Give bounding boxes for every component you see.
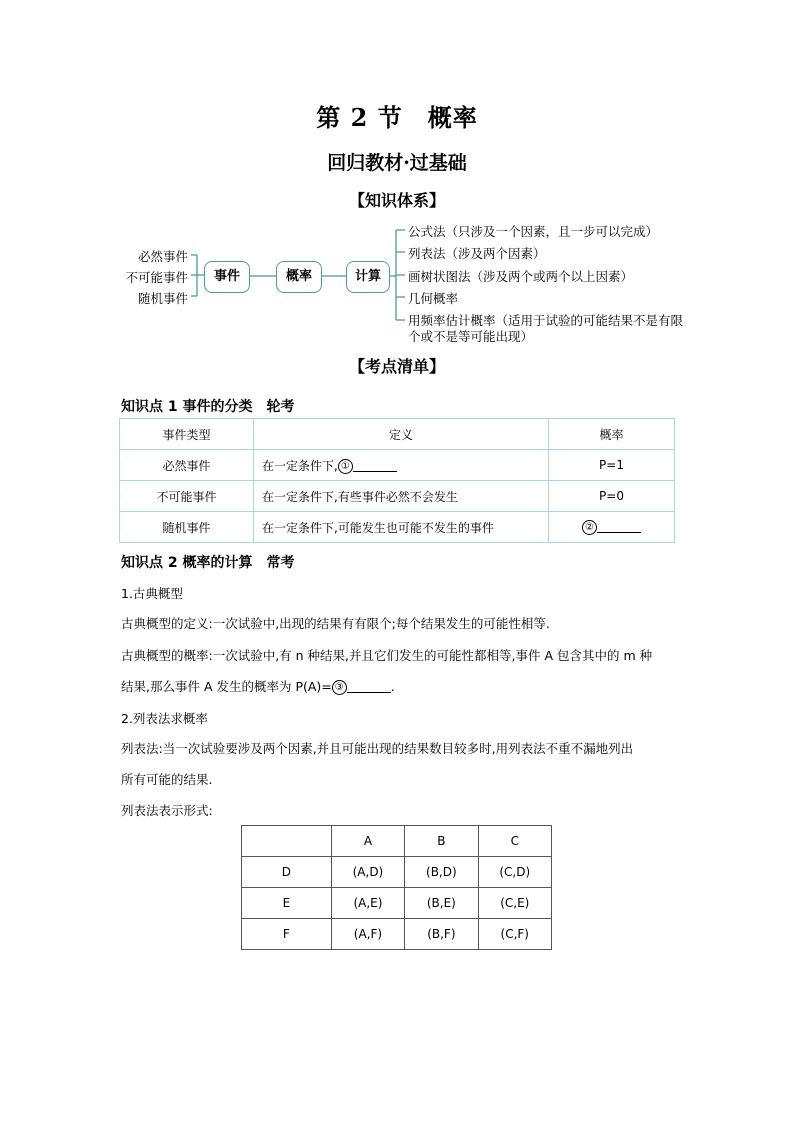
table-cell: 在一定条件下,有些事件必然不会发生: [254, 481, 549, 512]
table-header-cell: 概率: [549, 419, 675, 450]
paragraph: 古典概型的概率:一次试验中,有 n 种结果,并且它们发生的可能性都相等,事件 A 包含其中的 m 种: [121, 648, 653, 663]
table-header-cell: 事件类型: [120, 419, 254, 450]
page-subtitle: 回归教材·过基础: [327, 152, 467, 174]
page-title: 第 2 节 概率: [316, 103, 478, 132]
table-cell: P=1: [549, 450, 675, 481]
paragraph: 所有可能的结果.: [121, 772, 213, 787]
table-header-cell: A: [331, 826, 404, 857]
mindmap-connectors: [0, 0, 794, 350]
subheading-list-method: 2.列表法求概率: [121, 711, 208, 726]
table-cell: (C,F): [478, 919, 551, 950]
table-cell: 在一定条件下,可能发生也可能不发生的事件: [254, 512, 549, 543]
table-cell: D: [242, 857, 332, 888]
blank-marker: ①: [338, 459, 353, 474]
paragraph: 古典概型的定义:一次试验中,出现的结果有有限个;每个结果发生的可能性相等.: [121, 616, 550, 631]
table-header-cell: C: [478, 826, 551, 857]
table-header-cell: 定义: [254, 419, 549, 450]
mindmap-box-probability: 概率: [276, 261, 322, 293]
fill-in-blank: [353, 461, 397, 472]
table-cell: (A,D): [331, 857, 404, 888]
mindmap-branch-formula: 公式法（只涉及一个因素，且一步可以完成）: [408, 224, 659, 239]
table-cell: (A,F): [331, 919, 404, 950]
knowledge-system-heading: 【知识体系】: [348, 191, 445, 210]
table-row: [242, 919, 552, 950]
mindmap-item-certain: 必然事件: [137, 249, 188, 264]
checklist-heading: 【考点清单】: [348, 357, 445, 376]
table-row: [242, 857, 552, 888]
paragraph: 列表法表示形式:: [121, 803, 213, 818]
table-cell: (B,F): [405, 919, 478, 950]
section1-heading: 知识点 1 事件的分类 轮考: [121, 399, 295, 415]
table-cell: (C,E): [478, 888, 551, 919]
table-cell: 必然事件: [120, 450, 254, 481]
table-cell: E: [242, 888, 332, 919]
table-cell: 不可能事件: [120, 481, 254, 512]
fill-in-blank: [597, 522, 641, 533]
blank-marker: ②: [582, 520, 597, 535]
paragraph-text: 结果,那么事件 A 发生的概率为 P(A)=: [121, 679, 332, 694]
section2-heading: 知识点 2 概率的计算 常考: [121, 555, 295, 571]
list-method-table: [241, 825, 552, 950]
table-cell: P=0: [549, 481, 675, 512]
mindmap-item-random: 随机事件: [137, 291, 188, 306]
mindmap-branch-geometric: 几何概率: [408, 291, 459, 306]
mindmap-branch-frequency-line1: 用频率估计概率（适用于试验的可能结果不是有限: [408, 313, 684, 328]
blank-marker: ③: [332, 680, 347, 695]
mindmap-branch-frequency-line2: 个或不是等可能出现）: [408, 329, 534, 344]
subheading-classical: 1.古典概型: [121, 586, 183, 601]
table-header-cell: [242, 826, 332, 857]
table-cell: (C,D): [478, 857, 551, 888]
paragraph-text: .: [390, 679, 395, 694]
table-header-row: [120, 419, 675, 450]
paragraph: [121, 677, 395, 695]
paragraph: 列表法:当一次试验要涉及两个因素,并且可能出现的结果数目较多时,用列表法不重不漏地列出: [121, 741, 634, 756]
table-cell: (B,D): [405, 857, 478, 888]
table-cell: 随机事件: [120, 512, 254, 543]
table-cell: F: [242, 919, 332, 950]
table-cell: (B,E): [405, 888, 478, 919]
table-row: [120, 481, 675, 512]
table-header-row: [242, 826, 552, 857]
mindmap-branch-table: 列表法（涉及两个因素）: [408, 246, 546, 261]
mindmap-item-impossible: 不可能事件: [125, 270, 188, 285]
mindmap-box-event: 事件: [204, 261, 250, 293]
event-classification-table: [119, 418, 675, 543]
table-cell: [549, 512, 675, 543]
table-row: [120, 450, 675, 481]
table-cell: (A,E): [331, 888, 404, 919]
table-cell: [254, 450, 549, 481]
table-row: [242, 888, 552, 919]
table-header-cell: B: [405, 826, 478, 857]
definition-text: 在一定条件下,: [262, 458, 338, 473]
table-row: [120, 512, 675, 543]
fill-in-blank: [347, 682, 391, 693]
mindmap-box-calculation: 计算: [346, 261, 390, 293]
mindmap-branch-tree: 画树状图法（涉及两个或两个以上因素）: [408, 269, 634, 284]
